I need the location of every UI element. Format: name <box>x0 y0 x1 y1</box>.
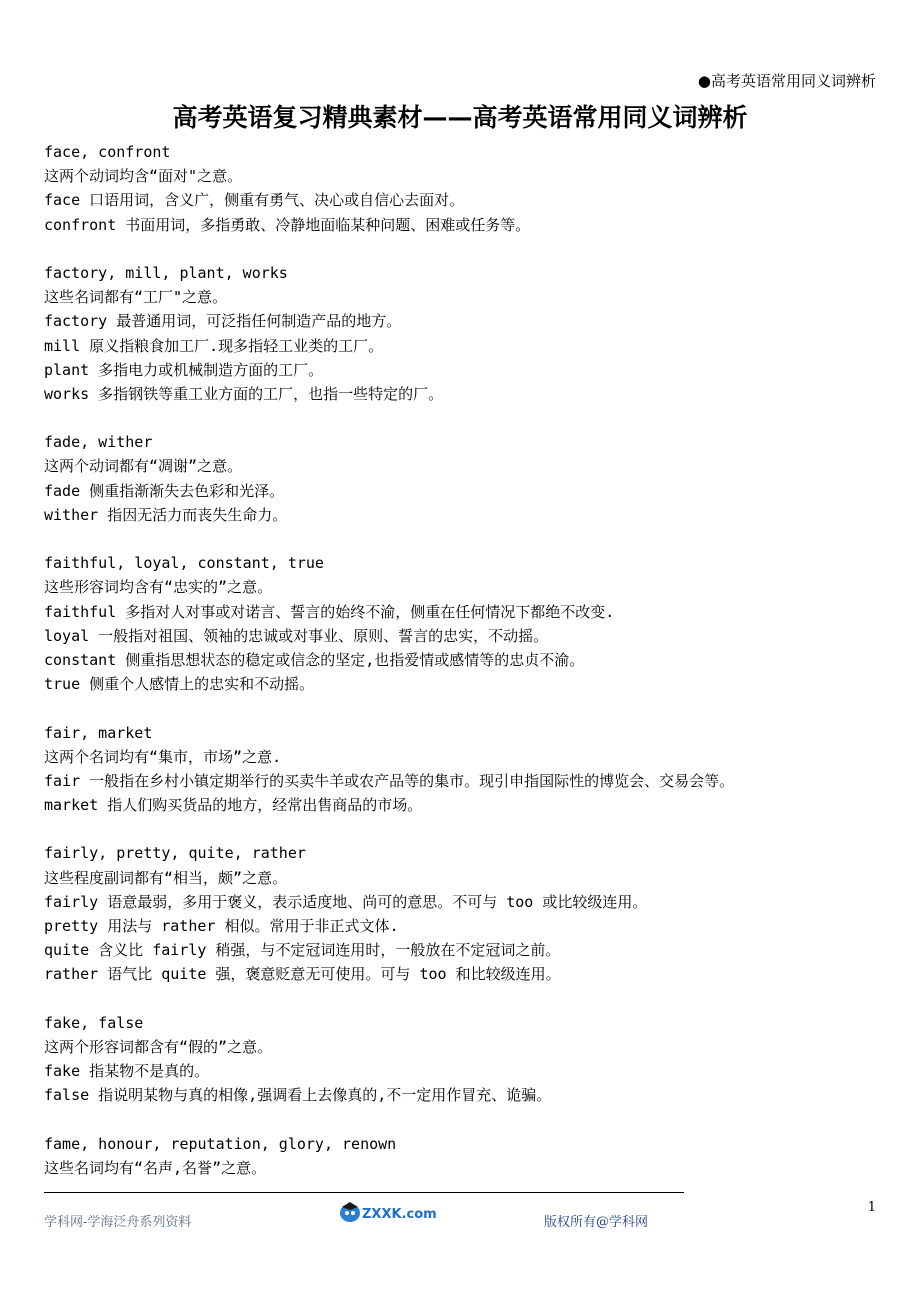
entry-line: false 指说明某物与真的相像,强调看上去像真的,不一定用作冒充、诡骗。 <box>44 1086 552 1105</box>
document-title: 高考英语复习精典素材——高考英语常用同义词辨析 <box>172 103 748 132</box>
entry-heading: faithful, loyal, constant, true <box>44 554 324 573</box>
entry-heading: fame, honour, reputation, glory, renown <box>44 1134 397 1153</box>
entry-heading: factory, mill, plant, works <box>44 263 288 282</box>
section-spacer <box>44 817 904 841</box>
entry-line: wither 指因无活力而丧失生命力。 <box>44 505 288 524</box>
entry-line: works 多指钢铁等重工业方面的工厂，也指一些特定的厂。 <box>44 384 444 403</box>
entry-line: factory 最普通用词，可泛指任何制造产品的地方。 <box>44 312 402 331</box>
section-spacer <box>44 987 904 1011</box>
entry-line: plant 多指电力或机械制造方面的工厂。 <box>44 360 324 379</box>
entry-line: fade 侧重指渐渐失去色彩和光泽。 <box>44 481 285 500</box>
entry-line: constant 侧重指思想状态的稳定或信念的坚定,也指爱情或感情等的忠贞不渝。 <box>44 650 585 669</box>
entry-line: rather 语气比 quite 强，褒意贬意无可使用。可与 too 和比较级连用。 <box>44 965 561 984</box>
section-spacer <box>44 527 904 551</box>
entry-line: 这些名词均有“名声,名誉”之意。 <box>44 1158 267 1177</box>
entry-line: 这两个形容词都含有“假的”之意。 <box>44 1037 273 1056</box>
entry-line: mill 原义指粮食加工厂.现多指轻工业类的工厂。 <box>44 336 384 355</box>
footer-divider <box>44 1192 684 1193</box>
section-spacer <box>44 237 904 261</box>
entry-line: quite 含义比 fairly 稍强，与不定冠词连用时，一般放在不定冠词之前。 <box>44 941 561 960</box>
entry-line: fair 一般指在乡村小镇定期举行的买卖牛羊或农产品等的集市。现引申指国际性的博览会、交易会等。 <box>44 771 735 790</box>
entry-line: fairly 语意最弱，多用于褒义，表示适度地、尚可的意思。不可与 too 或比较级连用。 <box>44 892 648 911</box>
entry-line: 这些名词都有“工厂"之意。 <box>44 288 228 307</box>
section-spacer <box>44 696 904 720</box>
section-spacer <box>44 406 904 430</box>
zxxk-logo <box>336 1198 436 1226</box>
entry-line: faithful 多指对人对事或对诺言、誓言的始终不渝，侧重在任何情况下都绝不改变. <box>44 602 615 621</box>
section-spacer <box>44 1108 904 1132</box>
entry-line: loyal 一般指对祖国、领袖的忠诚或对事业、原则、誓言的忠实，不动摇。 <box>44 626 549 645</box>
logo-text: ZXXK.com <box>362 1207 436 1222</box>
document-body <box>44 140 904 1180</box>
entry-line: 这些形容词均含有“忠实的”之意。 <box>44 578 273 597</box>
entry-heading: fake, false <box>44 1013 144 1032</box>
entry-heading: face, confront <box>44 143 171 161</box>
footer-left-text: 学科网-学海泛舟系列资料 <box>44 1215 192 1230</box>
entry-line: 这两个名词均有“集市，市场”之意. <box>44 747 282 766</box>
entry-line: face 口语用词，含义广，侧重有勇气、决心或自信心去面对。 <box>44 191 465 210</box>
entry-line: market 指人们购买货品的地方，经常出售商品的市场。 <box>44 796 423 815</box>
entry-line: confront 书面用词，多指勇敢、冷静地面临某种问题、困难或任务等。 <box>44 215 531 234</box>
entry-heading: fairly, pretty, quite, rather <box>44 844 306 863</box>
page-number: 1 <box>867 1200 876 1215</box>
entry-heading: fade, wither <box>44 433 153 452</box>
entry-line: 这些程度副词都有“相当，颇”之意。 <box>44 868 288 887</box>
entry-line: 这两个动词均含“面对"之意。 <box>44 167 243 186</box>
footer-right-text: 版权所有@学科网 <box>544 1215 649 1230</box>
entry-heading: fair, market <box>44 723 153 742</box>
entry-line: pretty 用法与 rather 相似。常用于非正式文体. <box>44 917 399 935</box>
header-note: ●高考英语常用同义词辨析 <box>697 72 876 90</box>
entry-line: fake 指某物不是真的。 <box>44 1062 210 1081</box>
entry-line: true 侧重个人感情上的忠实和不动摇。 <box>44 675 315 694</box>
entry-line: 这两个动词都有“凋谢”之意。 <box>44 457 243 476</box>
